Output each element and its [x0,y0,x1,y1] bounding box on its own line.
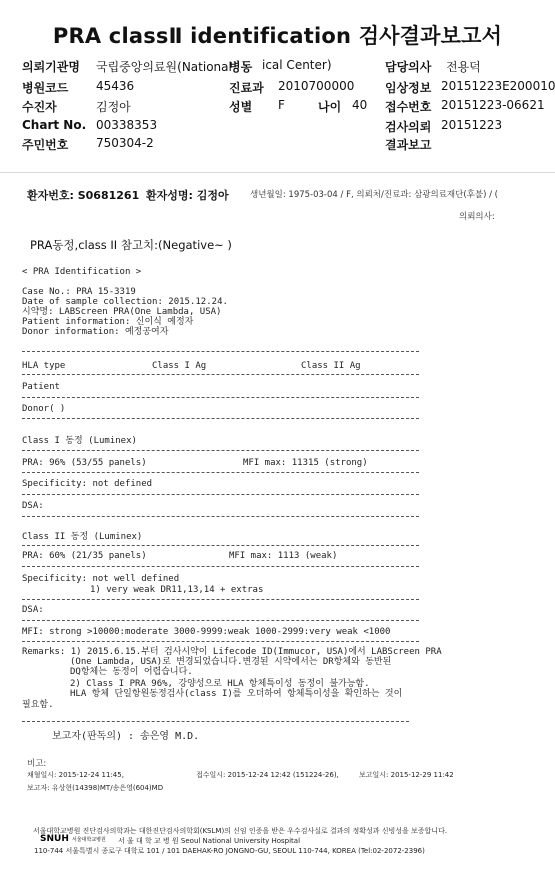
sample-date: Date of sample collection: 2015.12.24. [22,297,228,307]
draw-time: 채혈일시: 2015-12-24 11:45, [27,771,124,779]
divider [22,545,419,546]
row-patient: Patient [22,382,60,392]
class1-mfi: MFI max: 11315 (strong) [243,458,368,468]
header-label: 결과보고 [385,138,432,152]
class2-specificity-detail: 1) very weak DR11,13,14 + extras [90,585,264,595]
divider [22,641,419,642]
receive-time: 접수일시: 2015-12-24 12:42 (151224-26), [196,771,339,779]
doctor-label: 의뢰의사: [459,212,495,222]
divider [22,472,419,473]
class1-dsa: DSA: [22,501,44,511]
header-label: 나이 [318,100,342,114]
header-value: 전용덕 [446,60,481,74]
hospital-name: 서 울 대 학 교 병 원 Seoul National University Hospital [118,837,301,845]
divider [22,566,419,567]
class1-title: Class I 동정 (Luminex) [22,436,137,446]
header-label: 병동 [229,60,253,74]
header-value: 00338353 [96,118,158,132]
class2-title: Class II 동정 (Luminex) [22,532,143,542]
header-value: 국립중앙의료원(National [96,60,232,74]
reporter-line: 보고자: 유상현(14398)MT/송은영(604)MD [27,784,164,792]
header-value: 750304-2 [96,136,154,150]
section-title: < PRA Identification > [22,267,142,277]
reporter: 보고자(판독의) : 송은영 M.D. [52,731,200,742]
table-head-class1: Class I Ag [152,361,207,371]
header-value: 20151223 [441,118,503,132]
divider [22,599,419,600]
header-value: 40 [352,98,368,112]
class2-dsa: DSA: [22,605,44,615]
header-label: 주민번호 [22,138,69,152]
snuh-logo [40,834,106,844]
divider [22,374,419,375]
divider [22,721,409,722]
class2-pra: PRA: 60% (21/35 panels) [22,551,147,561]
header-label: 병원코드 [22,81,69,95]
header-label: 성별 [229,100,253,114]
remarks-line: (One Lambda, USA)로 변경되었습니다.변경된 시약에서는 DR항체와 동반된 [70,657,392,667]
table-head-hla: HLA type [22,361,66,371]
snuh-logo-text: SNUH [40,834,69,844]
row-donor: Donor( ) [22,404,66,414]
note-label: 비고: [27,759,47,769]
pra-heading: PRA동정,class II 참고치:(Negative~ ) [30,238,232,252]
case-number: Case No.: PRA 15-3319 [22,287,136,297]
patient-information: Patient information: 신이식 예정자 [22,317,194,327]
snuh-logo-sub: 서울대학교병원 [72,837,106,843]
class2-mfi: MFI max: 1113 (weak) [229,551,338,561]
divider [22,516,419,517]
header-value: 20151223E200010 [441,79,555,93]
header-label: 임상정보 [385,81,432,95]
header-label: 진료과 [229,81,264,95]
patient-number: 환자번호: S0681261 [27,189,140,202]
hospital-address: 110-744 서울특별시 종로구 대학로 101 / 101 DAEHAK-RO JONGNO-GU, SEOUL 110-744, KOREA (Tel:02-2072-2396) [34,847,425,855]
header-label: 검사의뢰 [385,120,432,134]
header-label: 의뢰기관명 [22,60,80,74]
certification-text: 서울대학교병원 진단검사의학과는 대한진단검사의학회(KSLM)의 신임 인증을 받은 우수검사실로 결과의 정확성과 신빙성을 보증합니다. [33,827,448,835]
patient-name: 환자성명: 김정아 [146,189,229,202]
header-value: 2010700000 [278,79,355,93]
divider [22,450,419,451]
header-value: ical Center) [262,58,332,72]
remarks-line: 2) Class I PRA 96%, 강양성으로 HLA 항체특이성 동정이 불가능함. [70,679,370,689]
table-head-class2: Class II Ag [301,361,361,371]
class1-specificity: Specificity: not defined [22,479,153,489]
class1-pra: PRA: 96% (53/55 panels) [22,458,147,468]
divider [22,351,419,352]
remarks-line: Remarks: 1) 2015.6.15.부터 검사시약이 Lifecode ID(Immucor, USA)에서 LABScreen PRA [22,647,442,657]
header-value: 김정아 [96,100,131,114]
header-label: Chart No. [22,118,87,132]
remarks-line: DQ항체는 동정이 어렵습니다. [70,667,193,677]
donor-information: Donor information: 예정공여자 [22,327,169,337]
divider [22,418,419,419]
header-value: 20151223-06621 [441,98,545,112]
birth-info: 생년월일: 1975-03-04 / F, 의뢰처/진료과: 삼광의료재단(후불) / ( [250,190,498,200]
remarks-line: HLA 항체 단일항원동정검사(class I)를 오더하여 항체특이성을 확인하는 것이 [70,689,403,699]
header-label: 수진자 [22,100,57,114]
divider [22,397,419,398]
header-value: 45436 [96,79,135,93]
header-label: 접수번호 [385,100,432,114]
report-title: PRA classⅡ identification 검사결과보고서 [52,24,503,48]
header-value: F [278,98,285,112]
divider [22,494,419,495]
header-label: 담당의사 [385,60,432,74]
reagent-name: 시약명: LABScreen PRA(One Lambda, USA) [22,307,222,317]
class2-specificity: Specificity: not well defined [22,574,180,584]
divider [22,620,419,621]
report-time: 보고일시: 2015-12-29 11:42 [359,771,454,779]
sheet-edge [0,172,555,173]
remarks-line: 필요함. [22,700,54,710]
mfi-scale: MFI: strong >10000:moderate 3000-9999:weak 1000-2999:very weak <1000 [22,627,391,637]
